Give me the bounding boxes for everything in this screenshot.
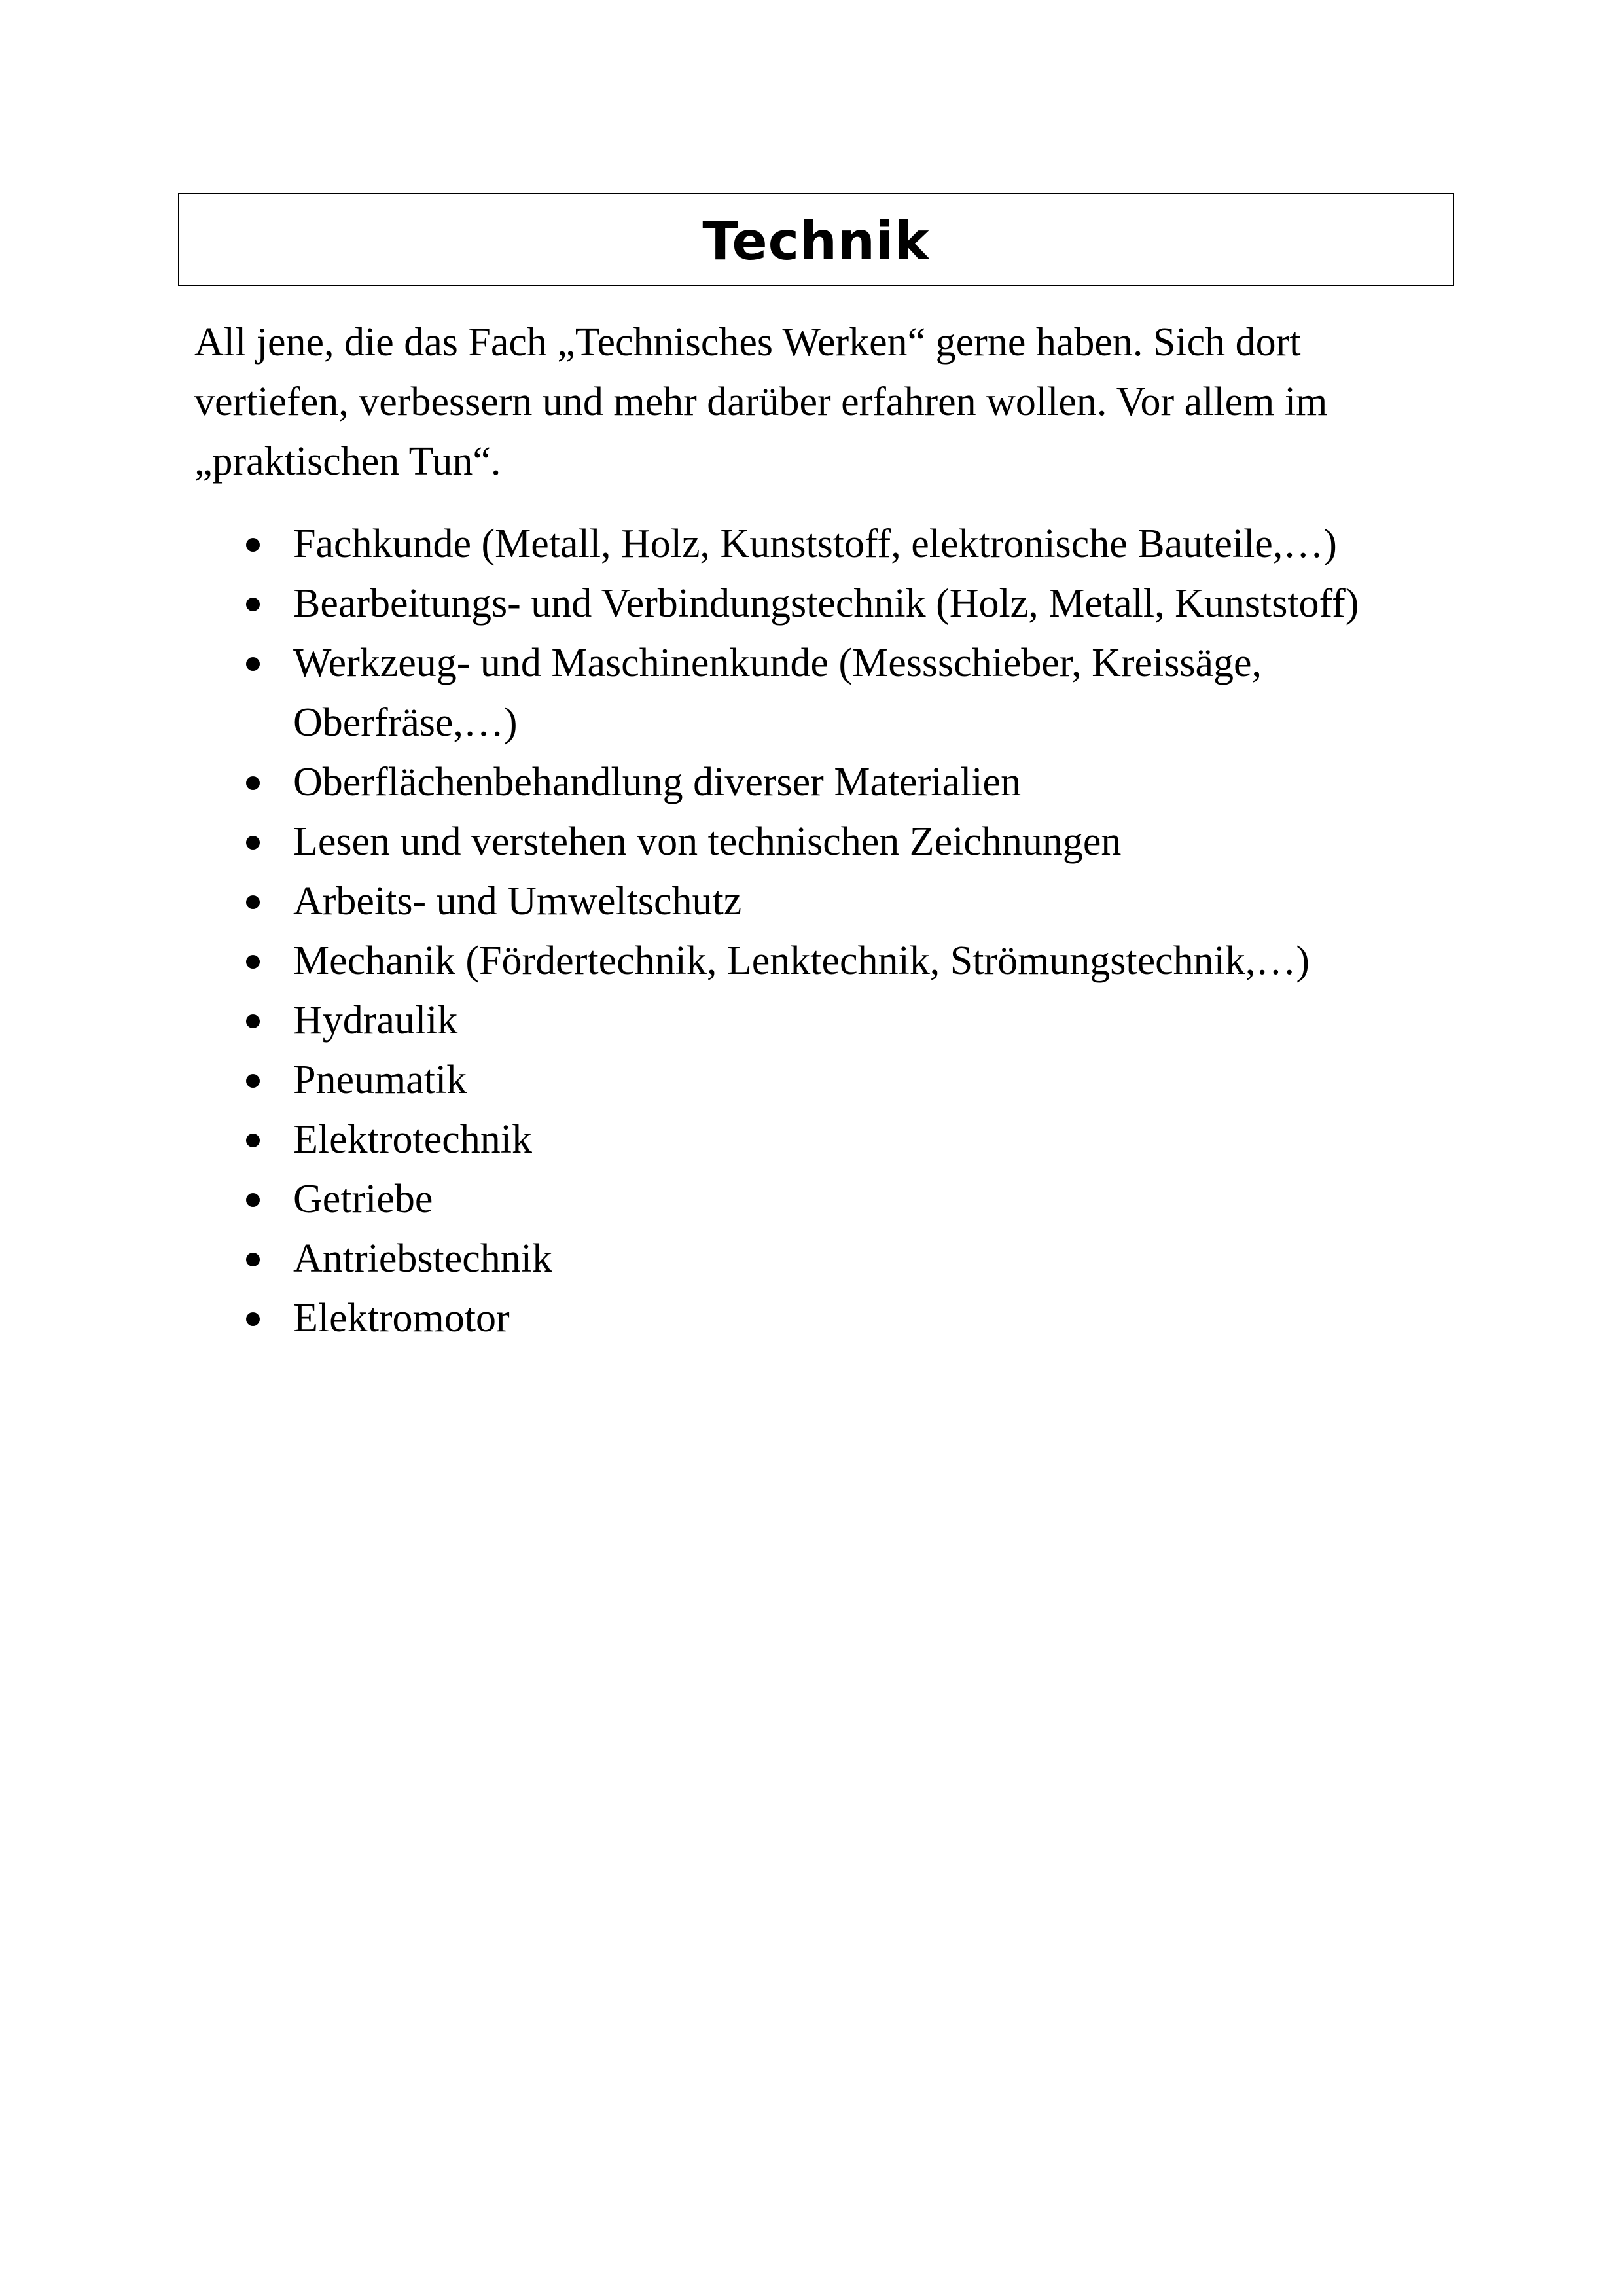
list-item-text: Elektrotechnik — [293, 1117, 532, 1162]
list-item-text: Bearbeitungs- und Verbindungstechnik (Holz, Metall, Kunststoff) — [293, 581, 1359, 626]
bullet-icon — [246, 1312, 260, 1326]
list-item-text: Antriebstechnik — [293, 1236, 553, 1281]
list-item — [243, 1110, 1441, 1170]
page-title: Technik — [702, 211, 930, 272]
list-item-text: Mechanik (Fördertechnik, Lenktechnik, Strömungstechnik,…) — [293, 939, 1310, 983]
list-item-text: Elektromotor — [293, 1296, 510, 1340]
bullet-icon — [246, 1074, 260, 1088]
list-item — [243, 1170, 1441, 1229]
title-box — [178, 193, 1454, 286]
list-item — [243, 812, 1441, 872]
list-item — [243, 753, 1441, 812]
bullet-icon — [246, 657, 260, 671]
bullet-icon — [246, 1134, 260, 1147]
bullet-icon — [246, 1014, 260, 1028]
intro-paragraph: All jene, die das Fach „Technisches Werken“ gerne haben. Sich dort vertiefen, verbessern und mehr darüber erfahren wollen. Vor allem im „praktischen Tun“. — [194, 320, 1328, 484]
list-item — [243, 634, 1441, 753]
list-item-text: Fachkunde (Metall, Holz, Kunststoff, elektronische Bauteile,…) — [293, 522, 1337, 566]
bullet-icon — [246, 538, 260, 552]
list-item-text: Pneumatik — [293, 1058, 467, 1102]
bullet-icon — [246, 836, 260, 850]
list-item-text: Lesen und verstehen von technischen Zeichnungen — [293, 819, 1122, 864]
topic-list — [243, 514, 1441, 1348]
list-item-text: Arbeits- und Umweltschutz — [293, 879, 742, 924]
bullet-icon — [246, 598, 260, 611]
list-item — [243, 574, 1441, 634]
list-item — [243, 1229, 1441, 1289]
list-item — [243, 991, 1441, 1050]
list-item — [243, 872, 1441, 931]
bullet-icon — [246, 895, 260, 909]
list-item — [243, 1289, 1441, 1348]
list-item — [243, 1050, 1441, 1110]
list-item — [243, 514, 1441, 574]
bullet-icon — [246, 955, 260, 969]
bullet-icon — [246, 1193, 260, 1207]
list-item-text: Hydraulik — [293, 998, 458, 1043]
list-item — [243, 931, 1441, 991]
list-item-text: Oberflächenbehandlung diverser Materialien — [293, 760, 1022, 804]
list-item-text: Getriebe — [293, 1177, 433, 1221]
list-item-text: Werkzeug- und Maschinenkunde (Messschieber, Kreissäge, Oberfräse,…) — [293, 641, 1262, 745]
bullet-icon — [246, 776, 260, 790]
bullet-icon — [246, 1253, 260, 1266]
